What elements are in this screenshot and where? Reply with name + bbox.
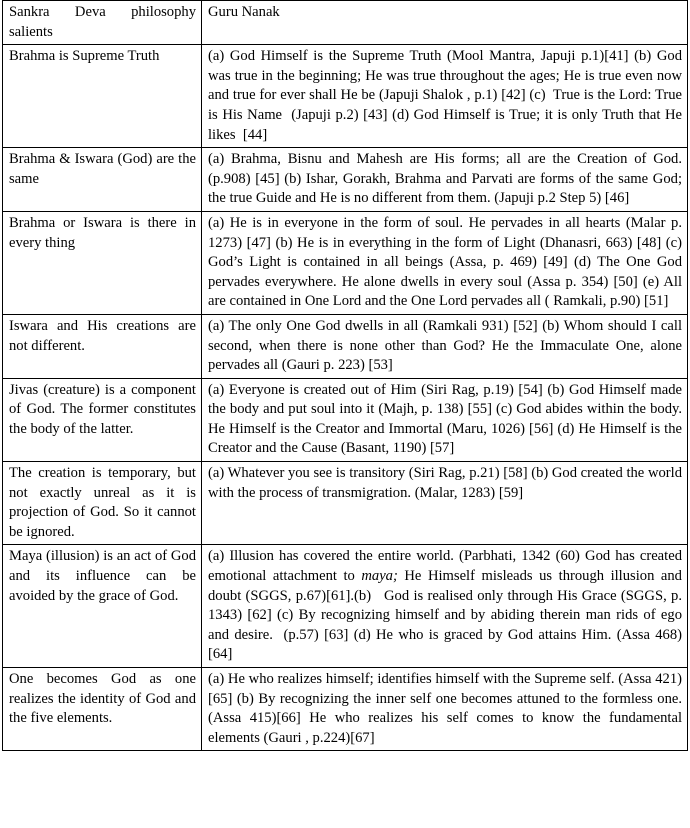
table-row: [3, 314, 688, 378]
cell-text-italic-maya: maya;: [361, 568, 398, 585]
header-sankra-deva: Sankra Deva philosophy salients: [3, 1, 202, 45]
guru-nanak-cell: (a) Brahma, Bisnu and Mahesh are His forms; all are the Creation of God. (p.908) [45] (b) Ishar, Gorakh, Brahma and Parvati are forms of the same God; the true Guide and He is no different from them. (Japuji p.2 Step 5) [46]: [202, 148, 688, 212]
guru-nanak-cell: (a) The only One God dwells in all (Ramkali 931) [52] (b) Whom should I call second, when there is none other than God? He the Immaculate One, alone pervades all (Gauri p. 223) [53]: [202, 314, 688, 378]
guru-nanak-cell: (a) God Himself is the Supreme Truth (Mool Mantra, Japuji p.1)[41] (b) God was true in the beginning; He was true throughout the ages; He is true even now and true for ever shall He be (Japuji Shalok , p.1) [42] (c) True is the Lord: True is His Name (Japuji p.2) [43] (d) God Himself is True; it is only Truth that He likes [44]: [202, 45, 688, 148]
guru-nanak-cell: (a) Whatever you see is transitory (Siri Rag, p.21) [58] (b) God created the world with the process of transmigration. (Malar, 1283) [59]: [202, 462, 688, 545]
table-row: [3, 45, 688, 148]
salient-cell: Maya (illusion) is an act of God and its influence can be avoided by the grace of God.: [3, 545, 202, 668]
table-row: [3, 668, 688, 751]
salient-cell: Brahma or Iswara is there in every thing: [3, 211, 202, 314]
table-row: [3, 545, 688, 668]
guru-nanak-cell: (a) Everyone is created out of Him (Siri Rag, p.19) [54] (b) God Himself made the body and put soul into it (Majh, p. 138) [55] (c) God abides within the body. He Himself is the Creator and Immortal (Maru, 1026) [56] (d) He Himself is the Creator and the Cause (Basant, 1190) [57]: [202, 378, 688, 461]
salient-cell: One becomes God as one realizes the identity of God and the five elements.: [3, 668, 202, 751]
guru-nanak-cell: (a) He who realizes himself; identifies himself with the Supreme self. (Assa 421) [65] (b) By recognizing the inner self one becomes attuned to the formless one. (Assa 415)[66] He who realizes his self comes to know the fundamental elements (Gauri , p.224)[67]: [202, 668, 688, 751]
salient-cell: Brahma & Iswara (God) are the same: [3, 148, 202, 212]
cell-text-before: (a) Illusion has covered the entire world. (Parbhati, 1342 (60) God has created emotional attachment to: [208, 548, 686, 585]
table-row: [3, 462, 688, 545]
table-row: [3, 378, 688, 461]
table-row: [3, 148, 688, 212]
salient-cell: Jivas (creature) is a component of God. The former constitutes the body of the latter.: [3, 378, 202, 461]
header-row: [3, 1, 688, 45]
salient-cell: Iswara and His creations are not different.: [3, 314, 202, 378]
salient-cell: Brahma is Supreme Truth: [3, 45, 202, 148]
cell-text-after: He Himself misleads us through illusion and doubt (SGGS, p.67)[61].(b) God is realised only through His Grace (SGGS, p. 1343) [62] (c) By recognizing himself and by abiding therein man rids of ego and desire. (p.57) [63] (d) He who is graced by God attains Him. (Assa 468) [64]: [208, 568, 686, 663]
header-guru-nanak: Guru Nanak: [202, 1, 688, 45]
table-row: [3, 211, 688, 314]
guru-nanak-cell: (a) He is in everyone in the form of soul. He pervades in all hearts (Malar p. 1273) [47] (b) He is in everything in the form of Light (Dhanasri, 663) [48] (c) God’s Light is contained in all beings (Assa, p. 469) [49] (d) The One God pervades everywhere. He alone dwells in every soul (Assa p. 354) [50] (e) All are contained in One Lord and the One Lord pervades all ( Ramkali, p.90) [51]: [202, 211, 688, 314]
philosophy-comparison-table: [2, 0, 688, 751]
guru-nanak-cell: [202, 545, 688, 668]
salient-cell: The creation is temporary, but not exactly unreal as it is projection of God. So it cannot be ignored.: [3, 462, 202, 545]
